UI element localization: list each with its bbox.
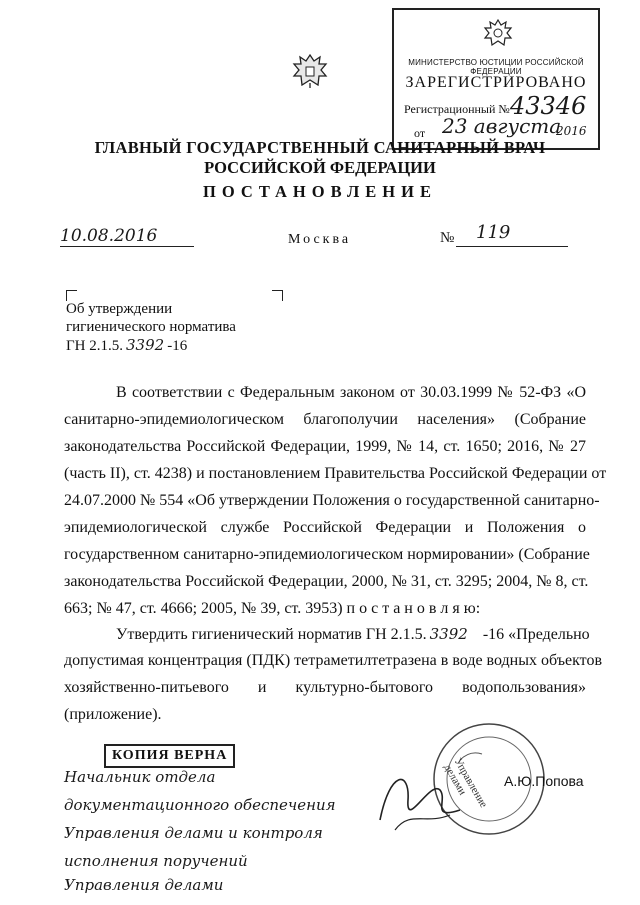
body-line: В соответствии с Федеральным законом от 30.03.1999 № 52-ФЗ «О — [116, 384, 586, 401]
subject-norm-number: 3392 — [126, 336, 165, 354]
subject-norm-prefix: ГН 2.1.5. — [66, 338, 124, 354]
certification-line: Начальник отдела — [64, 768, 216, 786]
document-number: 119 — [476, 222, 511, 243]
stamp-reg-number: 43346 — [510, 92, 587, 120]
stamp-date: 23 августа — [442, 114, 562, 138]
subject-block — [66, 300, 236, 355]
body-line: 24.07.2000 № 554 «Об утверждении Положения о государственной санитарно- — [64, 492, 600, 509]
body-line: 663; № 47, ст. 4666; 2005, № 39, ст. 3953) п о с т а н о в л я ю: — [64, 600, 481, 617]
body-line: хозяйственно-питьевого и культурно-бытового водопользования» — [64, 679, 586, 696]
stamp-from-label: от — [414, 126, 426, 140]
seal-text: Управление делами — [441, 756, 490, 810]
subject-norm-suffix: -16 — [167, 338, 188, 354]
subject-line: гигиенического норматива — [66, 319, 236, 335]
certification-line: исполнения поручений — [64, 852, 248, 870]
copy-certified-stamp: КОПИЯ ВЕРНА — [104, 744, 235, 768]
stamp-ministry-name: МИНИСТЕРСТВО ЮСТИЦИИ РОССИЙСКОЙ ФЕДЕРАЦИИ — [408, 58, 584, 76]
signature-popova — [370, 760, 470, 840]
certification-line: документационного обеспечения — [64, 796, 336, 814]
coat-of-arms-icon — [480, 16, 516, 52]
date-underline — [60, 246, 194, 247]
issuer-title-line2: РОССИЙСКОЙ ФЕДЕРАЦИИ — [204, 158, 436, 177]
body-line: эпидемиологической службе Российской Федерации и Положения о — [64, 519, 586, 536]
subject-corner-right — [272, 290, 283, 301]
registration-stamp — [392, 8, 600, 150]
subject-line: Об утверждении — [66, 301, 173, 317]
signatory-name: А.Ю.Попова — [504, 773, 584, 789]
document-date: 10.08.2016 — [60, 226, 158, 246]
body-line: законодательства Российской Федерации, 2000, № 31, ст. 3295; 2004, № 8, ст. — [64, 573, 589, 590]
body-line: (приложение). — [64, 706, 162, 723]
body-line — [116, 625, 590, 644]
issuer-title: ГЛАВНЫЙ ГОСУДАРСТВЕННЫЙ САНИТАРНЫЙ ВРАЧ — [94, 138, 546, 157]
certification-line: Управления делами — [64, 876, 224, 894]
resolution-text: -16 «Предельно — [482, 626, 590, 643]
coat-of-arms-icon — [290, 52, 330, 92]
number-underline — [456, 246, 568, 247]
body-line: допустимая концентрация (ПДК) тетраметилтетразена в воде водных объектов — [64, 652, 603, 669]
body-line: (часть II), ст. 4238) и постановлением Правительства Российской Федерации от — [64, 465, 607, 482]
certification-line: Управления делами и контроля — [64, 824, 323, 842]
resolution-norm-number: 3392 — [429, 625, 468, 643]
number-label: № — [440, 230, 455, 246]
stamp-reg-number-label: Регистрационный № — [404, 102, 510, 116]
body-line: законодательства Российской Федерации, 1999, № 14, ст. 1650; 2016, № 27 — [64, 438, 586, 455]
document-type: ПОСТАНОВЛЕНИЕ — [203, 182, 437, 201]
subject-line — [66, 336, 236, 355]
body-line: санитарно-эпидемиологическом благополучии населения» (Собрание — [64, 411, 586, 428]
body-line: государственном санитарно-эпидемиологическом нормировании» (Собрание — [64, 546, 590, 563]
stamp-registered-label: ЗАРЕГИСТРИРОВАНО — [405, 74, 587, 91]
stamp-year: 2016 — [556, 124, 587, 138]
resolution-text: Утвердить гигиенический норматив ГН 2.1.5. — [116, 626, 427, 643]
city: Москва — [288, 232, 352, 247]
